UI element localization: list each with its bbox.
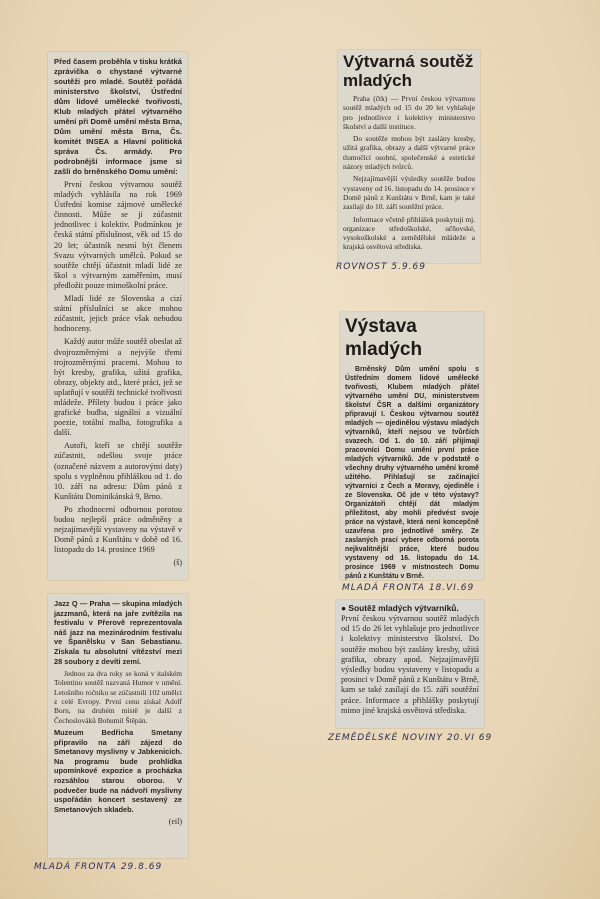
bottom-right-body: První českou výtvarnou soutěž mladých od 15 do 26 let vyhlašuje pro jednotlivce i kolektivy ministerstvo školství. Do soutěže mohou být zaslány kresby, užitá grafika, obrazy apod. Nejzajímavější výsledky budou vystaveny v listopadu a prosinci v Domě pánů z Kunštátu v Brně, kam se také zasílají do 15. září soutěžní práce. Informace a přihlášky poskytují mimo jiné krajská osvětová střediska. — [341, 614, 479, 715]
smetana-paragraph: Muzeum Bedřicha Smetany připravilo na září zájezd do Smetanovy myslivny v Jabkenicích. Na programu bude prohlídka upomínkové expozice a procházka rozsáhlou starou oborou. V podvečer bude na nádvoří myslivny uspořádán koncert sestavený ze Smetanových skladeb. — [54, 727, 182, 814]
left-paragraph: Mladí lidé ze Slovenska a cizí státní příslušníci se akce mohou zúčastnit, jejich práce však nebudou hodnoceny. — [54, 294, 182, 334]
top-right-headline: Výtvarná soutěž — [343, 52, 474, 71]
middle-right-body: Brněnský Dům umění spolu s Ústředním domem lidové umělecké tvořivosti, Klubem mladých přátel výtvarného umění DU, ministerstvem školství ČSR a dalšími organizátory připravují I. Českou výtvarnou soutěž mladých — ojedinělou výstavu mladých výtvarníků, kteří nejsou ve tvůrčích svazech. Od 1. do 10. září přijímají pracovníci Domu umění první práce mladých výtvarníků. Jde v podstatě o všechny druhy výtvarného umění kromě užitého. Přihlašují se začínající výtvarníci z Čech a Moravy, ojediněle i ze Slovenska. Oč jde v této výstavy? Organizátoři chtějí dát mladým příležitost, aby mohli předvést svoje práce na výstavě, která není koncepčně uzavřena pro jednotlivé směry. Ze zaslaných prací vybere odborná porota nejkvalitnější práce, které budou vystaveny od 16. listopadu do 14. prosince 1969 v místnostech Domu pánů z Kunštátu v Brně. — [345, 366, 479, 580]
left-signature: (š) — [173, 558, 182, 568]
bottom-right-headline: ● Soutěž mladých výtvarníků. — [341, 603, 459, 613]
left-paragraph: Po zhodnocení odbornou porotou budou nejlepší práce odměněny a nejzajímavější vystaveny na výstavě v Domě pánů z Kunštátu v době od 16. listopadu do 14. prosince 1969 — [54, 504, 182, 555]
top-right-clipping — [338, 50, 480, 263]
middle-right-headline: Výstava mladých — [345, 316, 423, 360]
handwritten-source-note: ZEMĚDĚLSKÉ NOVINY 20.VI 69 — [328, 733, 493, 743]
handwritten-source-note: MLADÁ FRONTA 29.8.69 — [34, 862, 163, 872]
top-right-paragraph: Informace včetně přihlášek poskytují mj. organizace středoškolské, učňovské, vysokoškolské a zemědělské mládeže a krajská osvětová střediska. — [343, 214, 475, 252]
jazz-paragraph: Jazz Q — Praha — skupina mladých jazzmanů, která na jaře zvítězila na festivalu v Přerově reprezentovala náš jazz na mezinárodním festivalu ve Španělsku v San Sebastianu. Získala tu absolutní vítězství mezi 28 soubory z devíti zemí. — [54, 599, 182, 666]
left-paragraph: První českou výtvarnou soutěž mladých vyhlásila na rok 1969 Ústřední komise zájmové umělecké činnosti. Může se jí zúčastnit jednotlivec i kolektiv. Podmínkou je česká státní příslušnost, věk od 15 do 20 let; účastník nesmí být členem Svazu výtvarných umělců. Pokud se soutěže chtějí účastnit mladí lidé ze škol s výtvarným zaměřením, musí předložit pouze mimoškolní práce. — [54, 180, 182, 290]
left-paragraph: Každý autor může soutěž obeslat až dvojrozměrnými a nejvýše třemi trojrozměrnými pracemi. Mohou to být kresby, grafika, užitá grafika, obrazy, objekty atd., které práci, jež se uplatňují v soutěži technické tvořivosti mládeže. Přílety budou i práce jako grafické budba, signální a vizuální poezie, totální malba, fotografika a další. — [54, 337, 182, 438]
handwritten-source-note: ROVNOST 5.9.69 — [336, 262, 427, 272]
left-lead-paragraph: Před časem proběhla v tisku krátká zprávička o chystané výtvarné soutěži pro mladé. Soutěž pořádá ministerstvo školství, Ústřední dům lidové umělecké tvořivosti, Klub mladých přátel výtvarného umění při Domě umění města Brna, Dům umění města Brna, Čs. komitét INSEA a Hlavní politická správa Čs. armády. Pro podrobnější informace jsme si zašli do brněnského Domu umění: — [54, 57, 182, 176]
humor-paragraph: Jednou za dva roky se koná v italském Tolentinu soutěž nazvaná Humor v umění. Letošního ročníku se zúčastnili 102 umělci z celé Evropy. První cenu získal Adolf Born, na druhém místě je další z Čechoslováků Bohumil Štěpán. — [54, 669, 182, 725]
top-right-headline-2: mladých — [343, 71, 412, 90]
top-right-paragraph: Do soutěže mohou být zaslány kresby, užitá grafika, obrazy a další výtvarné práce tlumočící osobní, společenské a estetické názory mladých tvůrců. — [343, 134, 475, 172]
middle-right-clipping — [340, 312, 484, 580]
left-lower-clipping — [48, 594, 188, 858]
handwritten-source-note: MLADÁ FRONTA 18.VI.69 — [342, 583, 475, 593]
bottom-right-clipping — [336, 600, 484, 728]
left-paragraph: Autoři, kteří se chtějí soutěže zúčastnit, odešlou svoje práce (označené názvem a autorovými daty) spolu s vyplněnou přihláškou od 1. do 10. září na adresu: Dům pánů z Kunštátu Dominikánská 9, Brno. — [54, 441, 182, 501]
top-right-paragraph: Praha (čtk) — První českou výtvarnou soutěž mladých od 15 do 20 let vyhlašuje pro jednotlivce i kolektivy ministerstvo školství a další instituce. — [343, 94, 475, 131]
left-clipping — [48, 52, 188, 580]
smetana-signature: (eil) — [168, 817, 182, 827]
top-right-paragraph: Nejzajímavější výsledky soutěže budou vystaveny od 16. listopadu do 14. prosince v Domě pánů z Kunštátu v Brně, kam je také zasílají do 10. září soutěžní práce. — [343, 174, 475, 212]
